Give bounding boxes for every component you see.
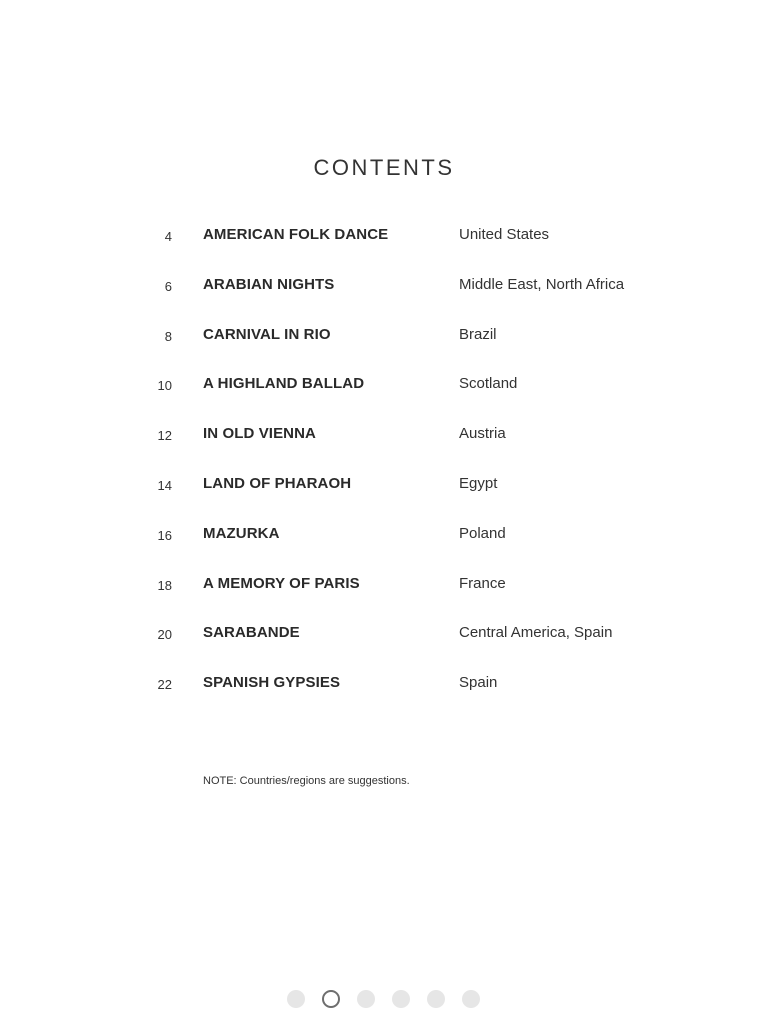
contents-row[interactable]	[0, 220, 768, 270]
piece-title: LAND OF PHARAOH	[203, 474, 352, 492]
page-number: 16	[157, 527, 172, 543]
piece-region: Central America, Spain	[459, 624, 613, 642]
page-dot[interactable]	[392, 990, 410, 1008]
piece-title: A HIGHLAND BALLAD	[203, 375, 365, 393]
page-number: 4	[164, 229, 172, 244]
piece-title: SPANISH GYPSIES	[203, 674, 341, 692]
page-number: 20	[157, 627, 172, 643]
page-number: 12	[157, 428, 172, 444]
piece-title: IN OLD VIENNA	[203, 425, 316, 443]
contents-row[interactable]	[0, 419, 768, 469]
page-number: 10	[157, 378, 172, 394]
contents-row[interactable]	[0, 519, 768, 569]
contents-row[interactable]	[0, 469, 768, 519]
piece-title: A MEMORY OF PARIS	[203, 574, 360, 592]
contents-row[interactable]	[0, 369, 768, 419]
piece-region: Austria	[459, 425, 506, 443]
page-number: 8	[164, 328, 172, 344]
contents-row[interactable]	[0, 668, 768, 718]
page-dot[interactable]	[427, 990, 445, 1008]
contents-row[interactable]	[0, 618, 768, 668]
page-indicator[interactable]	[287, 990, 480, 1008]
page-number: 6	[164, 278, 172, 294]
piece-title: AMERICAN FOLK DANCE	[203, 226, 389, 243]
piece-region: Middle East, North Africa	[459, 275, 625, 293]
page-number: 14	[157, 477, 172, 493]
piece-region: Brazil	[459, 325, 497, 343]
page-dot[interactable]	[462, 990, 480, 1008]
page-title: CONTENTS	[313, 155, 455, 180]
contents-row[interactable]	[0, 270, 768, 320]
page-number: 22	[157, 677, 172, 693]
page-dot-active[interactable]	[322, 990, 340, 1008]
contents-row[interactable]	[0, 320, 768, 370]
contents-list	[0, 220, 768, 718]
piece-region: Scotland	[459, 375, 518, 393]
piece-title: ARABIAN NIGHTS	[203, 275, 335, 293]
piece-region: Egypt	[459, 474, 498, 492]
piece-title: MAZURKA	[203, 524, 280, 542]
footnote: NOTE: Countries/regions are suggestions.	[203, 775, 410, 787]
piece-region: Poland	[459, 524, 506, 542]
piece-title: CARNIVAL IN RIO	[203, 325, 331, 343]
piece-region: Spain	[459, 674, 498, 692]
contents-row[interactable]	[0, 569, 768, 619]
page-dot[interactable]	[357, 990, 375, 1008]
piece-region: United States	[459, 226, 550, 243]
piece-region: France	[459, 574, 506, 592]
page-dot[interactable]	[287, 990, 305, 1008]
page-number: 18	[157, 577, 172, 593]
piece-title: SARABANDE	[203, 624, 300, 642]
